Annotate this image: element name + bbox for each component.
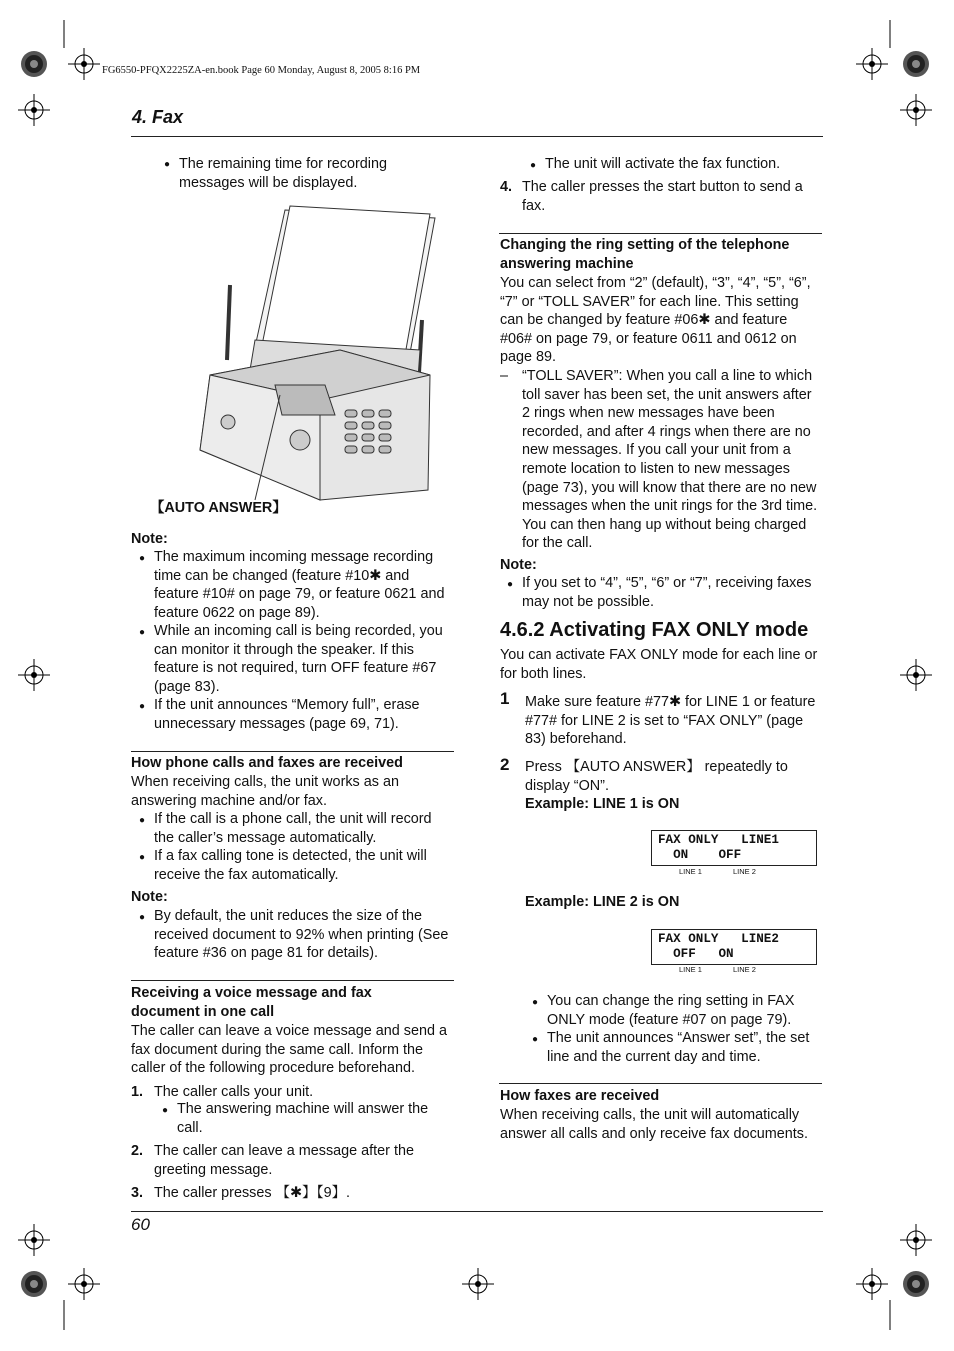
step-number: 1	[500, 689, 510, 708]
step-number: 4.	[500, 179, 513, 195]
step-number: 1.	[131, 1084, 144, 1100]
note-heading: Note:	[500, 557, 537, 573]
lcd-row: FAX ONLY LINE2	[658, 932, 779, 946]
auto-answer-label: 【AUTO ANSWER】	[150, 500, 287, 516]
bullet-icon: ●	[532, 1034, 539, 1045]
bullet-icon: ●	[139, 815, 146, 826]
lcd-row: ON OFF	[658, 848, 742, 862]
list-item: The unit will activate the fax function.	[545, 156, 781, 172]
step-text: The caller calls your unit.	[154, 1084, 314, 1100]
example-label: Example: LINE 1 is ON	[525, 796, 680, 812]
paragraph: When receiving calls, the unit will automatically answer all calls and only receive fax documents.	[500, 1107, 808, 1142]
page-number: 60	[131, 1215, 150, 1234]
note-heading: Note:	[131, 531, 168, 547]
bullet-icon: ●	[530, 160, 537, 171]
subheading: How phone calls and faxes are received	[131, 755, 403, 771]
step-text: The caller can leave a message after the greeting message.	[154, 1143, 414, 1178]
note-item: While an incoming call is being recorded, you can monitor it through the speaker. If this feature is not required, turn OFF feature #67 (page 83).	[154, 623, 443, 695]
step-text: The caller presses 【✱】【9】.	[154, 1185, 350, 1201]
bullet-icon: ●	[507, 579, 514, 590]
toll-saver-text: “TOLL SAVER”: When you call a line to which toll saver has been set, the unit answers after 2 rings when new messages have been recorded, and after 4 rings when there are no new messages. If you call your unit from a remote location to listen to new messages (page 73), you will know that there are no new messages when the unit rings for the 3rd time. You can then hang up without being charged for the call.	[522, 368, 818, 552]
paragraph: You can activate FAX ONLY mode for each line or for both lines.	[500, 647, 818, 682]
list-item: If a fax calling tone is detected, the unit will receive the fax automatically.	[154, 848, 427, 883]
dash: –	[500, 368, 509, 384]
lcd-caption: LINE 2	[733, 965, 756, 974]
lcd-caption: LINE 1	[679, 867, 702, 876]
lcd-display-line2	[651, 929, 817, 965]
paragraph: When receiving calls, the unit works as an answering machine and/or fax.	[131, 774, 399, 809]
file-info: FG6550-PFQX2225ZA-en.book Page 60 Monday, August 8, 2005 8:16 PM	[102, 65, 421, 76]
bullet-icon: ●	[164, 159, 171, 170]
recording-time-text: The remaining time for recording messages will be displayed.	[179, 156, 387, 191]
bullet-icon: ●	[139, 701, 146, 712]
bullet-icon: ●	[139, 852, 146, 863]
note-item: The maximum incoming message recording time can be changed (feature #10✱ and feature #10# on page 79, or feature 0621 and feature 0622 on page 89).	[154, 549, 445, 621]
step-number: 3.	[131, 1185, 144, 1201]
note-item: By default, the unit reduces the size of the received document to 92% when printing (See feature #36 on page 81 for details).	[154, 908, 449, 962]
subheading: Receiving a voice message and fax document in one call	[131, 985, 372, 1020]
section-title: 4. Fax	[132, 107, 184, 127]
bullet-icon: ●	[139, 627, 146, 638]
subheading: Changing the ring setting of the telephone answering machine	[500, 237, 790, 272]
paragraph: The caller can leave a voice message and send a fax document during the same call. Inform the caller of the following procedure beforehand.	[131, 1023, 447, 1077]
lcd-display-line1	[651, 830, 817, 866]
bullet-icon: ●	[532, 997, 539, 1008]
bullet-icon: ●	[139, 553, 146, 564]
subheading: How faxes are received	[500, 1088, 660, 1104]
bullet-icon: ●	[162, 1105, 169, 1116]
lcd-row: FAX ONLY LINE1	[658, 833, 779, 847]
note-item: If you set to “4”, “5”, “6” or “7”, receiving faxes may not be possible.	[522, 575, 812, 610]
list-item: The unit announces “Answer set”, the set line and the current day and time.	[547, 1030, 810, 1065]
note-item: If the unit announces “Memory full”, erase unnecessary messages (page 69, 71).	[154, 697, 420, 732]
step-text: The caller presses the start button to send a fax.	[522, 179, 803, 214]
lcd-row: OFF ON	[658, 947, 734, 961]
note-heading: Note:	[131, 889, 168, 905]
bullet-icon: ●	[139, 912, 146, 923]
example-label: Example: LINE 2 is ON	[525, 894, 680, 910]
step-number: 2.	[131, 1143, 144, 1159]
step-number: 2	[500, 755, 510, 774]
step-text: Press 【AUTO ANSWER】 repeatedly to display “ON”.	[525, 759, 788, 794]
step-sub: The answering machine will answer the call.	[177, 1101, 429, 1136]
list-item: You can change the ring setting in FAX ONLY mode (feature #07 on page 79).	[547, 993, 795, 1028]
section-heading: 4.6.2 Activating FAX ONLY mode	[500, 619, 809, 641]
paragraph: You can select from “2” (default), “3”, “4”, “5”, “6”, “7” or “TOLL SAVER” for each line. This setting can be changed by feature #06✱ and feature #06# on page 79, or feature 0611 and 0612 on page 89.	[500, 275, 811, 366]
lcd-caption: LINE 2	[733, 867, 756, 876]
lcd-caption: LINE 1	[679, 965, 702, 974]
list-item: If the call is a phone call, the unit will record the caller’s message automatically.	[154, 811, 432, 846]
step-text: Make sure feature #77✱ for LINE 1 or feature #77# for LINE 2 is set to “FAX ONLY” (page 83) beforehand.	[525, 694, 816, 748]
fax-machine-illustration	[190, 200, 440, 510]
